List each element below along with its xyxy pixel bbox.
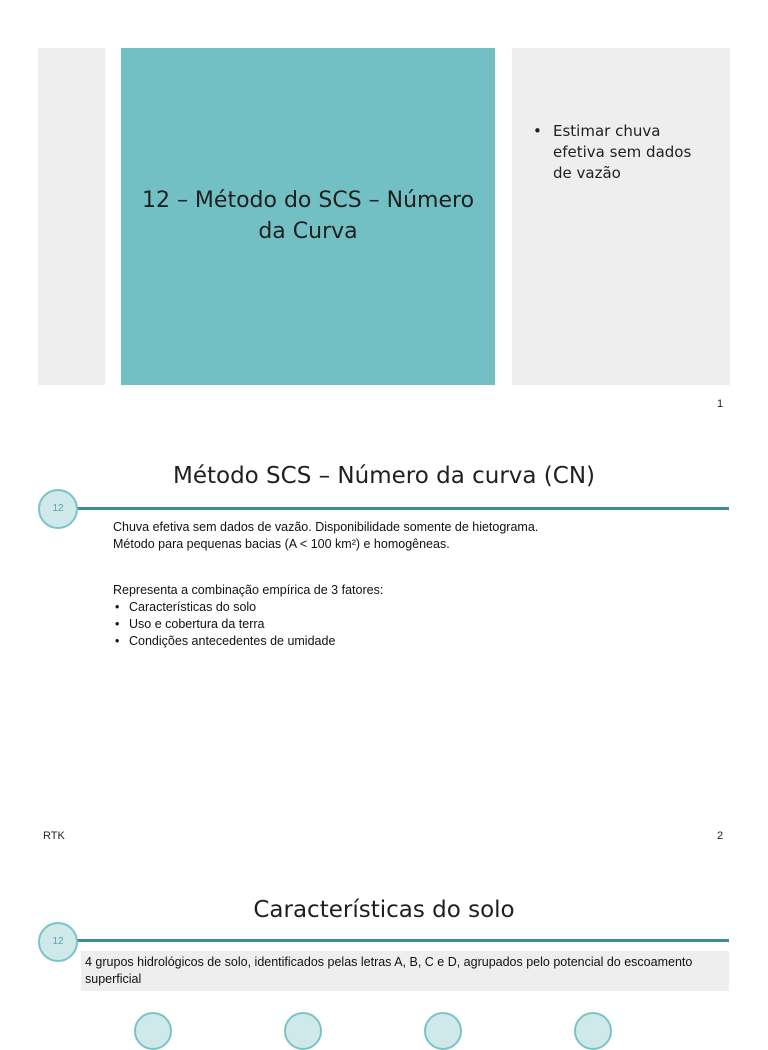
- slide1-bullet-line2: efetiva sem dados: [553, 143, 692, 161]
- list-item-text: Características do solo: [129, 600, 257, 614]
- slide2-title: Método SCS – Número da curva (CN): [172, 463, 596, 489]
- slide2-factors: [113, 582, 713, 650]
- slide2-title-rule: [74, 507, 729, 510]
- slide1-bullet-line1: Estimar chuva: [553, 122, 661, 140]
- bullet-icon: •: [115, 600, 120, 614]
- slide2-para1: Chuva efetiva sem dados de vazão. Disponibilidade somente de hietograma.: [113, 520, 539, 534]
- slide1-page-number: 1: [717, 398, 724, 410]
- soil-group-circle: [424, 1012, 462, 1050]
- slide2-intro: Representa a combinação empírica de 3 fatores:: [113, 583, 384, 597]
- slide1-bullet-item: [533, 121, 713, 184]
- slide1-left-panel: [38, 48, 105, 385]
- slide3-title: Características do solo: [253, 897, 515, 923]
- slide1-bullet-list: [533, 121, 713, 184]
- slide2-body: [113, 519, 713, 553]
- slide2-para2: Método para pequenas bacias (A < 100 km²) e homogêneas.: [113, 537, 450, 551]
- bullet-icon: •: [533, 122, 542, 140]
- list-item-text: Condições antecedentes de umidade: [129, 634, 336, 648]
- slide1-title: [121, 185, 495, 247]
- slide2-factor-list: [113, 599, 713, 650]
- slide3-title-rule: [74, 939, 729, 942]
- list-item: [113, 599, 713, 616]
- slide1-title-line2: da Curva: [258, 219, 358, 244]
- slide2-number-badge: 12: [38, 489, 78, 529]
- slide3-number-badge: 12: [38, 922, 78, 962]
- slide1-bullet-line3: de vazão: [553, 164, 621, 182]
- bullet-icon: •: [115, 617, 120, 631]
- soil-group-circle: [284, 1012, 322, 1050]
- slide2-footer-left: RTK: [43, 830, 65, 842]
- slide1-right-panel: [512, 48, 730, 385]
- slide1-title-line1: 12 – Método do SCS – Número: [141, 188, 475, 213]
- slide3-text: 4 grupos hidrológicos de solo, identificados pelas letras A, B, C e D, agrupados pelo potencial do escoamento superficial: [85, 955, 693, 986]
- slide2-page-number: 2: [717, 830, 724, 842]
- bullet-icon: •: [115, 634, 120, 648]
- soil-group-circle: [574, 1012, 612, 1050]
- list-item: [113, 616, 713, 633]
- soil-group-circle: [134, 1012, 172, 1050]
- list-item-text: Uso e cobertura da terra: [129, 617, 265, 631]
- list-item: [113, 633, 713, 650]
